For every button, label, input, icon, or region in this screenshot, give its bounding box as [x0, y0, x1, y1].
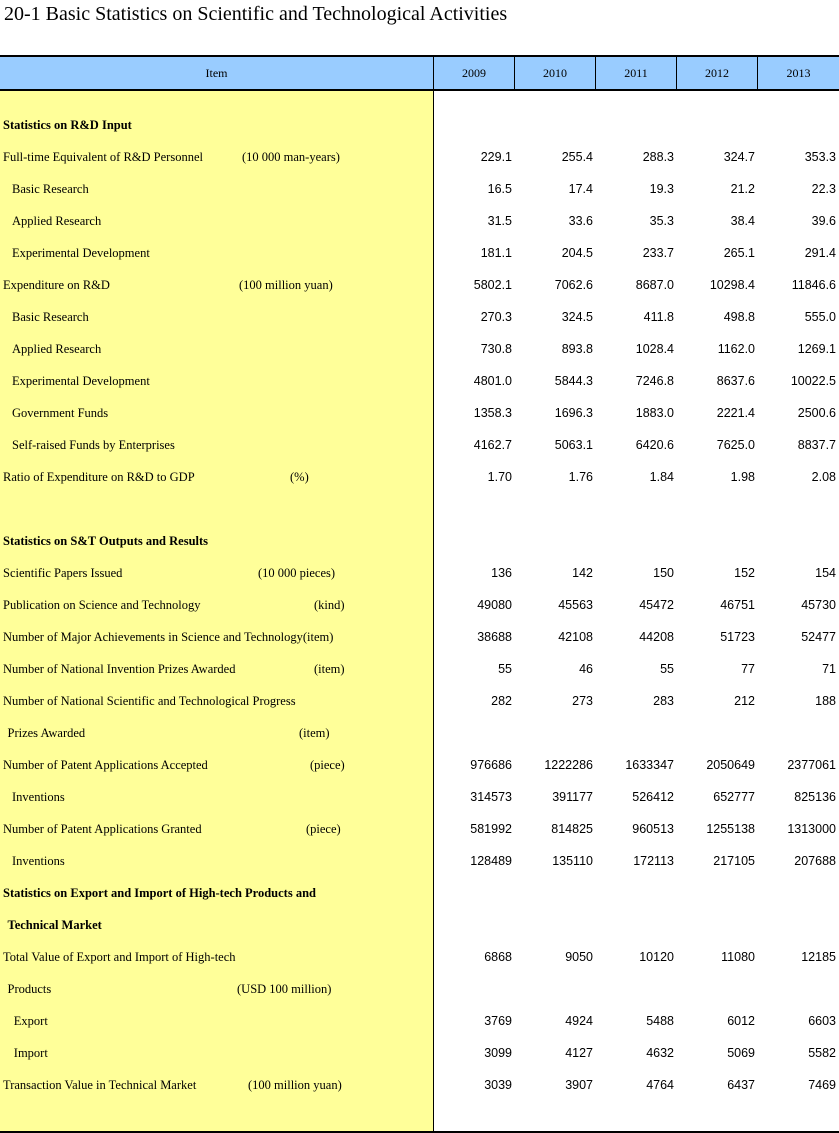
cell-value-2011: 7246.8	[635, 374, 674, 388]
cell-value-2010: 135110	[552, 854, 593, 868]
row-unit: (piece)	[310, 758, 345, 772]
cell-value-2011: 172113	[633, 854, 674, 868]
cell-value-2012	[677, 973, 755, 1005]
header-year-2013: 2013	[786, 66, 811, 80]
cell-value-2011: 8687.0	[635, 278, 674, 292]
header-year-2012: 2012	[705, 66, 729, 80]
cell-value-2010	[515, 909, 593, 941]
table-row	[0, 717, 839, 749]
row-label: Number of Major Achievements in Science and Technology(item)	[3, 630, 334, 644]
cell-value-2012: 1255138	[706, 822, 755, 836]
table-row	[0, 493, 839, 525]
cell-value-2010: 893.8	[561, 342, 593, 356]
table-row	[0, 397, 839, 429]
cell-value-2012: 21.2	[730, 182, 755, 196]
cell-value-2013	[758, 525, 836, 557]
cell-value-2011: 55	[660, 662, 674, 676]
row-label: Basic Research	[12, 182, 89, 196]
row-label: Statistics on R&D Input	[3, 118, 132, 132]
cell-value-2010: 142	[572, 566, 593, 580]
cell-value-2012: 212	[734, 694, 755, 708]
cell-value-2010: 45563	[558, 598, 593, 612]
table-row	[0, 1037, 839, 1069]
cell-value-2010: 5063.1	[554, 438, 593, 452]
row-unit: (USD 100 million)	[237, 982, 332, 996]
cell-value-2009: 314573	[470, 790, 512, 804]
cell-value-2012: 11080	[721, 950, 755, 964]
cell-value-2011: 1028.4	[635, 342, 674, 356]
cell-value-2012: 5069	[727, 1046, 755, 1060]
cell-value-2011: 288.3	[642, 150, 674, 164]
cell-value-2013: 45730	[801, 598, 836, 612]
cell-value-2013: 11846.6	[791, 278, 836, 292]
cell-value-2013: 1269.1	[797, 342, 836, 356]
row-label: Statistics on Export and Import of High-tech Products and	[3, 886, 316, 900]
cell-value-2010	[515, 109, 593, 141]
table-row	[0, 557, 839, 589]
cell-value-2013: 22.3	[811, 182, 836, 196]
header-divider	[595, 57, 596, 89]
header-item: Item	[205, 66, 228, 80]
cell-value-2009: 270.3	[480, 310, 512, 324]
table-row	[0, 941, 839, 973]
cell-value-2013: 555.0	[804, 310, 836, 324]
row-unit: (%)	[290, 470, 309, 484]
cell-value-2010: 4127	[565, 1046, 593, 1060]
cell-value-2012: 51723	[720, 630, 755, 644]
cell-value-2012: 38.4	[730, 214, 755, 228]
cell-value-2013: 10022.5	[790, 374, 836, 388]
cell-value-2010: 204.5	[561, 246, 593, 260]
cell-value-2013: 154	[815, 566, 836, 580]
row-label: Number of National Invention Prizes Awarded	[3, 662, 236, 676]
cell-value-2011: 6420.6	[635, 438, 674, 452]
row-label: Number of National Scientific and Technological Progress	[3, 694, 296, 708]
cell-value-2013: 71	[822, 662, 836, 676]
page-title: 20-1 Basic Statistics on Scientific and Technological Activities	[4, 3, 508, 25]
cell-value-2012: 10298.4	[709, 278, 755, 292]
row-label: Ratio of Expenditure on R&D to GDP	[3, 470, 195, 484]
row-label: Products	[7, 982, 52, 996]
table-row	[0, 461, 839, 493]
row-unit: (piece)	[306, 822, 341, 836]
cell-value-2011: 411.8	[643, 310, 674, 324]
table-row	[0, 621, 839, 653]
cell-value-2013: 353.3	[804, 150, 836, 164]
row-label: Transaction Value in Technical Market	[3, 1078, 197, 1092]
cell-value-2011	[596, 525, 674, 557]
cell-value-2013: 39.6	[811, 214, 836, 228]
cell-value-2013: 1313000	[787, 822, 836, 836]
header-divider	[514, 57, 515, 89]
cell-value-2012: 152	[734, 566, 755, 580]
table-row	[0, 749, 839, 781]
cell-value-2010: 46	[579, 662, 593, 676]
table-row	[0, 589, 839, 621]
row-unit: (item)	[299, 726, 330, 740]
row-label: Import	[13, 1046, 48, 1060]
cell-value-2009	[434, 493, 512, 525]
table-row	[0, 333, 839, 365]
row-label: Applied Research	[12, 342, 102, 356]
cell-value-2009: 730.8	[480, 342, 512, 356]
cell-value-2012	[677, 877, 755, 909]
cell-value-2009: 581992	[470, 822, 512, 836]
cell-value-2010	[515, 877, 593, 909]
table-row	[0, 813, 839, 845]
cell-value-2009: 3039	[484, 1078, 512, 1092]
cell-value-2010: 814825	[551, 822, 593, 836]
cell-value-2011	[596, 877, 674, 909]
row-unit: (kind)	[314, 598, 345, 612]
cell-value-2009: 4162.7	[473, 438, 512, 452]
cell-value-2011: 150	[653, 566, 674, 580]
cell-value-2011: 4632	[646, 1046, 674, 1060]
cell-value-2012	[677, 525, 755, 557]
cell-value-2013	[758, 109, 836, 141]
cell-value-2012	[677, 109, 755, 141]
row-unit: (item)	[314, 662, 345, 676]
cell-value-2009: 136	[491, 566, 512, 580]
cell-value-2009	[434, 973, 512, 1005]
cell-value-2013: 2.08	[811, 470, 836, 484]
cell-value-2009: 128489	[470, 854, 512, 868]
cell-value-2011: 283	[653, 694, 674, 708]
cell-value-2012	[677, 493, 755, 525]
table-row	[0, 909, 839, 941]
cell-value-2013: 8837.7	[797, 438, 836, 452]
cell-value-2013: 2377061	[787, 758, 836, 772]
row-label: Government Funds	[12, 406, 109, 420]
header-year-2010: 2010	[543, 66, 567, 80]
cell-value-2012: 77	[741, 662, 755, 676]
cell-value-2013: 207688	[794, 854, 836, 868]
cell-value-2012: 324.7	[723, 150, 755, 164]
cell-value-2011: 526412	[632, 790, 674, 804]
cell-value-2012: 2221.4	[716, 406, 755, 420]
cell-value-2012: 1162.0	[717, 342, 755, 356]
cell-value-2013: 12185	[801, 950, 836, 964]
cell-value-2009	[434, 717, 512, 749]
cell-value-2012: 7625.0	[716, 438, 755, 452]
cell-value-2012: 2050649	[706, 758, 755, 772]
cell-value-2013: 52477	[801, 630, 836, 644]
cell-value-2010: 324.5	[561, 310, 593, 324]
cell-value-2011: 4764	[646, 1078, 674, 1092]
cell-value-2011: 35.3	[649, 214, 674, 228]
cell-value-2009: 181.1	[480, 246, 512, 260]
cell-value-2010: 1222286	[544, 758, 593, 772]
cell-value-2011: 1.84	[649, 470, 674, 484]
cell-value-2013	[758, 973, 836, 1005]
cell-value-2011	[596, 973, 674, 1005]
row-label: Experimental Development	[12, 374, 150, 388]
cell-value-2009: 282	[491, 694, 512, 708]
cell-value-2013: 2500.6	[797, 406, 836, 420]
cell-value-2013: 6603	[808, 1014, 836, 1028]
cell-value-2011: 233.7	[642, 246, 674, 260]
cell-value-2009: 55	[498, 662, 512, 676]
cell-value-2009: 3769	[484, 1014, 512, 1028]
table-row	[0, 685, 839, 717]
table-row	[0, 301, 839, 333]
cell-value-2009: 6868	[484, 950, 512, 964]
table-row	[0, 173, 839, 205]
cell-value-2009: 229.1	[480, 150, 512, 164]
cell-value-2012: 6437	[727, 1078, 755, 1092]
cell-value-2009: 38688	[477, 630, 512, 644]
cell-value-2009	[434, 109, 512, 141]
cell-value-2012	[677, 909, 755, 941]
table-row	[0, 1005, 839, 1037]
row-label: Total Value of Export and Import of High-tech	[3, 950, 236, 964]
cell-value-2009: 4801.0	[473, 374, 512, 388]
cell-value-2013: 825136	[794, 790, 836, 804]
cell-value-2011: 10120	[639, 950, 674, 964]
cell-value-2009: 16.5	[487, 182, 512, 196]
row-label: Full-time Equivalent of R&D Personnel	[3, 150, 203, 164]
row-label: Applied Research	[12, 214, 102, 228]
table-row	[0, 141, 839, 173]
header-divider	[676, 57, 677, 89]
cell-value-2012: 6012	[727, 1014, 755, 1028]
table-row	[0, 237, 839, 269]
row-label: Statistics on S&T Outputs and Results	[3, 534, 209, 548]
cell-value-2010: 42108	[558, 630, 593, 644]
table-row	[0, 269, 839, 301]
cell-value-2013	[758, 493, 836, 525]
row-label: Export	[13, 1014, 48, 1028]
cell-value-2013	[758, 909, 836, 941]
cell-value-2011: 45472	[639, 598, 674, 612]
row-label: Scientific Papers Issued	[3, 566, 123, 580]
row-unit: (10 000 pieces)	[258, 566, 336, 580]
cell-value-2011: 1633347	[625, 758, 674, 772]
row-label: Number of Patent Applications Accepted	[3, 758, 208, 772]
row-label: Number of Patent Applications Granted	[3, 822, 202, 836]
cell-value-2009	[434, 877, 512, 909]
table-row	[0, 365, 839, 397]
cell-value-2009: 31.5	[487, 214, 512, 228]
row-label: Prizes Awarded	[7, 726, 86, 740]
cell-value-2010	[515, 525, 593, 557]
table-row	[0, 109, 839, 141]
cell-value-2009: 49080	[477, 598, 512, 612]
cell-value-2009: 5802.1	[473, 278, 512, 292]
cell-value-2012: 652777	[713, 790, 755, 804]
cell-value-2012: 265.1	[723, 246, 755, 260]
cell-value-2009: 1.70	[487, 470, 512, 484]
cell-value-2013	[758, 717, 836, 749]
header-year-2011: 2011	[624, 66, 648, 80]
cell-value-2012: 217105	[713, 854, 755, 868]
cell-value-2009	[434, 909, 512, 941]
row-label: Inventions	[12, 790, 65, 804]
cell-value-2013	[758, 877, 836, 909]
cell-value-2010: 1696.3	[554, 406, 593, 420]
cell-value-2012: 1.98	[730, 470, 755, 484]
cell-value-2011	[596, 909, 674, 941]
row-label: Basic Research	[12, 310, 89, 324]
table-row	[0, 205, 839, 237]
table-row	[0, 653, 839, 685]
row-label: Expenditure on R&D	[3, 278, 110, 292]
row-unit: (10 000 man-years)	[242, 150, 340, 164]
row-unit: (100 million yuan)	[239, 278, 333, 292]
table-row	[0, 973, 839, 1005]
cell-value-2009	[434, 525, 512, 557]
table-header	[0, 55, 839, 91]
cell-value-2013: 5582	[808, 1046, 836, 1060]
cell-value-2010	[515, 717, 593, 749]
cell-value-2009: 3099	[484, 1046, 512, 1060]
cell-value-2010: 7062.6	[554, 278, 593, 292]
cell-value-2011: 44208	[639, 630, 674, 644]
row-unit: (100 million yuan)	[248, 1078, 342, 1092]
cell-value-2012	[677, 717, 755, 749]
row-label: Technical Market	[7, 918, 102, 932]
table-row	[0, 525, 839, 557]
table-row	[0, 845, 839, 877]
cell-value-2013: 7469	[808, 1078, 836, 1092]
cell-value-2011: 5488	[646, 1014, 674, 1028]
table-row	[0, 781, 839, 813]
table-row	[0, 877, 839, 909]
cell-value-2010: 3907	[565, 1078, 593, 1092]
cell-value-2010: 33.6	[568, 214, 593, 228]
cell-value-2012: 8637.6	[716, 374, 755, 388]
cell-value-2009: 1358.3	[473, 406, 512, 420]
cell-value-2011	[596, 717, 674, 749]
cell-value-2011	[596, 493, 674, 525]
cell-value-2011: 1883.0	[635, 406, 674, 420]
cell-value-2011	[596, 109, 674, 141]
row-label: Inventions	[12, 854, 65, 868]
cell-value-2012: 46751	[720, 598, 755, 612]
row-label: Experimental Development	[12, 246, 150, 260]
table-row	[0, 1069, 839, 1101]
cell-value-2010: 9050	[565, 950, 593, 964]
cell-value-2010: 4924	[565, 1014, 593, 1028]
cell-value-2010: 391177	[552, 790, 593, 804]
cell-value-2012: 498.8	[723, 310, 755, 324]
cell-value-2010: 1.76	[568, 470, 593, 484]
cell-value-2009: 976686	[470, 758, 512, 772]
cell-value-2010: 5844.3	[554, 374, 593, 388]
cell-value-2010: 273	[572, 694, 593, 708]
cell-value-2013: 188	[815, 694, 836, 708]
row-label: Self-raised Funds by Enterprises	[12, 438, 175, 452]
cell-value-2010: 255.4	[561, 150, 593, 164]
cell-value-2010	[515, 493, 593, 525]
row-label: Publication on Science and Technology	[3, 598, 201, 612]
table-row	[0, 429, 839, 461]
header-year-2009: 2009	[462, 66, 486, 80]
header-divider	[757, 57, 758, 89]
cell-value-2013: 291.4	[804, 246, 836, 260]
cell-value-2011: 19.3	[649, 182, 674, 196]
cell-value-2011: 960513	[632, 822, 674, 836]
cell-value-2010: 17.4	[568, 182, 593, 196]
cell-value-2010	[515, 973, 593, 1005]
